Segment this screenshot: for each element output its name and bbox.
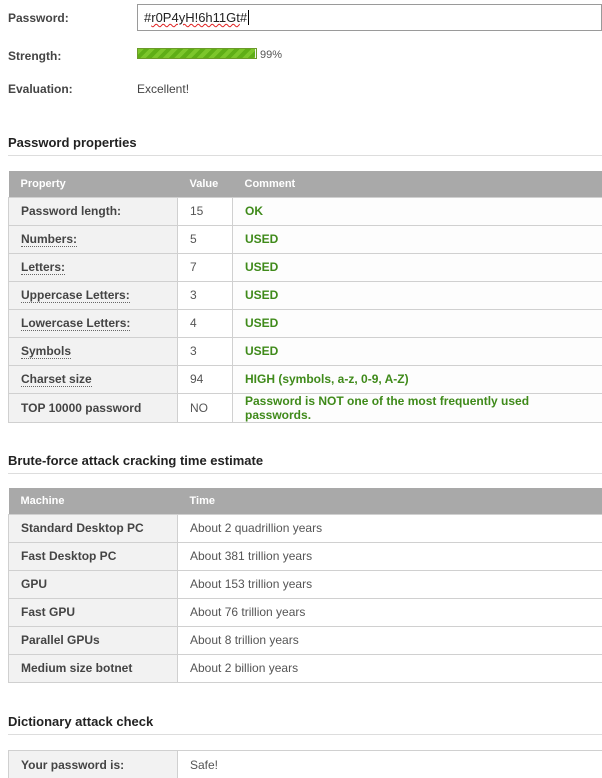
property-value: 15 <box>178 197 233 225</box>
crack-time: About 381 trillion years <box>178 542 602 570</box>
crack-time: About 76 trillion years <box>178 598 602 626</box>
properties-row <box>9 309 602 337</box>
property-name-text: Password length: <box>21 204 122 218</box>
bruteforce-row <box>9 654 602 682</box>
bruteforce-row <box>9 570 602 598</box>
property-name-text: Lowercase Letters: <box>21 316 131 330</box>
bruteforce-header-row <box>9 488 602 514</box>
property-name <box>9 393 178 422</box>
dictionary-label: Your password is: <box>9 751 178 778</box>
properties-row <box>9 281 602 309</box>
property-value: NO <box>178 393 233 422</box>
header-machine: Machine <box>9 488 178 514</box>
properties-row <box>9 225 602 253</box>
property-comment: USED <box>233 337 602 365</box>
property-comment: USED <box>233 309 602 337</box>
property-value: 3 <box>178 281 233 309</box>
machine-name: Fast Desktop PC <box>9 542 178 570</box>
property-value: 3 <box>178 337 233 365</box>
properties-row <box>9 253 602 281</box>
strength-meter <box>137 48 257 59</box>
header-time: Time <box>178 488 602 514</box>
property-name[interactable] <box>9 225 178 253</box>
properties-row <box>9 337 602 365</box>
dictionary-value: Safe! <box>178 751 602 778</box>
property-name[interactable] <box>9 365 178 393</box>
property-name[interactable] <box>9 253 178 281</box>
bruteforce-row <box>9 598 602 626</box>
property-comment: USED <box>233 253 602 281</box>
properties-table <box>8 171 602 423</box>
properties-section-title: Password properties <box>8 135 137 150</box>
machine-name: Parallel GPUs <box>9 626 178 654</box>
password-value-prefix: # <box>144 10 152 25</box>
property-comment: USED <box>233 281 602 309</box>
property-name <box>9 197 178 225</box>
property-name[interactable] <box>9 281 178 309</box>
property-name-text: Uppercase Letters: <box>21 288 130 302</box>
text-caret <box>248 10 249 25</box>
header-value: Value <box>178 171 233 197</box>
property-name-text: Numbers: <box>21 232 78 246</box>
properties-row <box>9 197 602 225</box>
property-comment: HIGH (symbols, a-z, 0-9, A-Z) <box>233 365 602 393</box>
machine-name: GPU <box>9 570 178 598</box>
properties-header-row <box>9 171 602 197</box>
property-value: 4 <box>178 309 233 337</box>
property-value: 5 <box>178 225 233 253</box>
crack-time: About 2 quadrillion years <box>178 514 602 542</box>
property-name-text: TOP 10000 password <box>21 400 142 415</box>
bruteforce-table <box>8 488 602 683</box>
header-comment: Comment <box>233 171 602 197</box>
crack-time: About 2 billion years <box>178 654 602 682</box>
strength-meter-fill <box>138 49 255 58</box>
strength-percent: 99% <box>260 49 283 61</box>
property-name-text: Charset size <box>21 372 92 386</box>
property-comment: USED <box>233 225 602 253</box>
property-comment: Password is NOT one of the most frequently used passwords. <box>233 393 602 422</box>
crack-time: About 153 trillion years <box>178 570 602 598</box>
header-property: Property <box>9 171 178 197</box>
evaluation-value: Excellent! <box>137 82 190 96</box>
machine-name: Medium size botnet <box>9 654 178 682</box>
property-name[interactable] <box>9 309 178 337</box>
property-value: 7 <box>178 253 233 281</box>
properties-row <box>9 393 602 422</box>
crack-time: About 8 trillion years <box>178 626 602 654</box>
password-input[interactable] <box>137 4 602 31</box>
property-name-text: Letters: <box>21 260 66 274</box>
bruteforce-row <box>9 514 602 542</box>
machine-name: Standard Desktop PC <box>9 514 178 542</box>
properties-row <box>9 365 602 393</box>
dictionary-row <box>9 751 602 778</box>
section-divider <box>8 734 602 735</box>
dictionary-section-title: Dictionary attack check <box>8 714 154 729</box>
password-label: Password: <box>8 11 69 25</box>
property-value: 94 <box>178 365 233 393</box>
property-comment: OK <box>233 197 602 225</box>
property-name[interactable] <box>9 337 178 365</box>
evaluation-label: Evaluation: <box>8 82 73 96</box>
strength-label: Strength: <box>8 49 62 63</box>
bruteforce-section-title: Brute-force attack cracking time estimate <box>8 453 264 468</box>
section-divider <box>8 155 602 156</box>
password-value-misspelled: r0P4yH!6h11Gt <box>151 10 240 25</box>
property-name-text: Symbols <box>21 344 72 358</box>
bruteforce-row <box>9 542 602 570</box>
password-value-suffix: # <box>239 10 248 25</box>
dictionary-table <box>8 750 602 778</box>
machine-name: Fast GPU <box>9 598 178 626</box>
bruteforce-row <box>9 626 602 654</box>
section-divider <box>8 473 602 474</box>
